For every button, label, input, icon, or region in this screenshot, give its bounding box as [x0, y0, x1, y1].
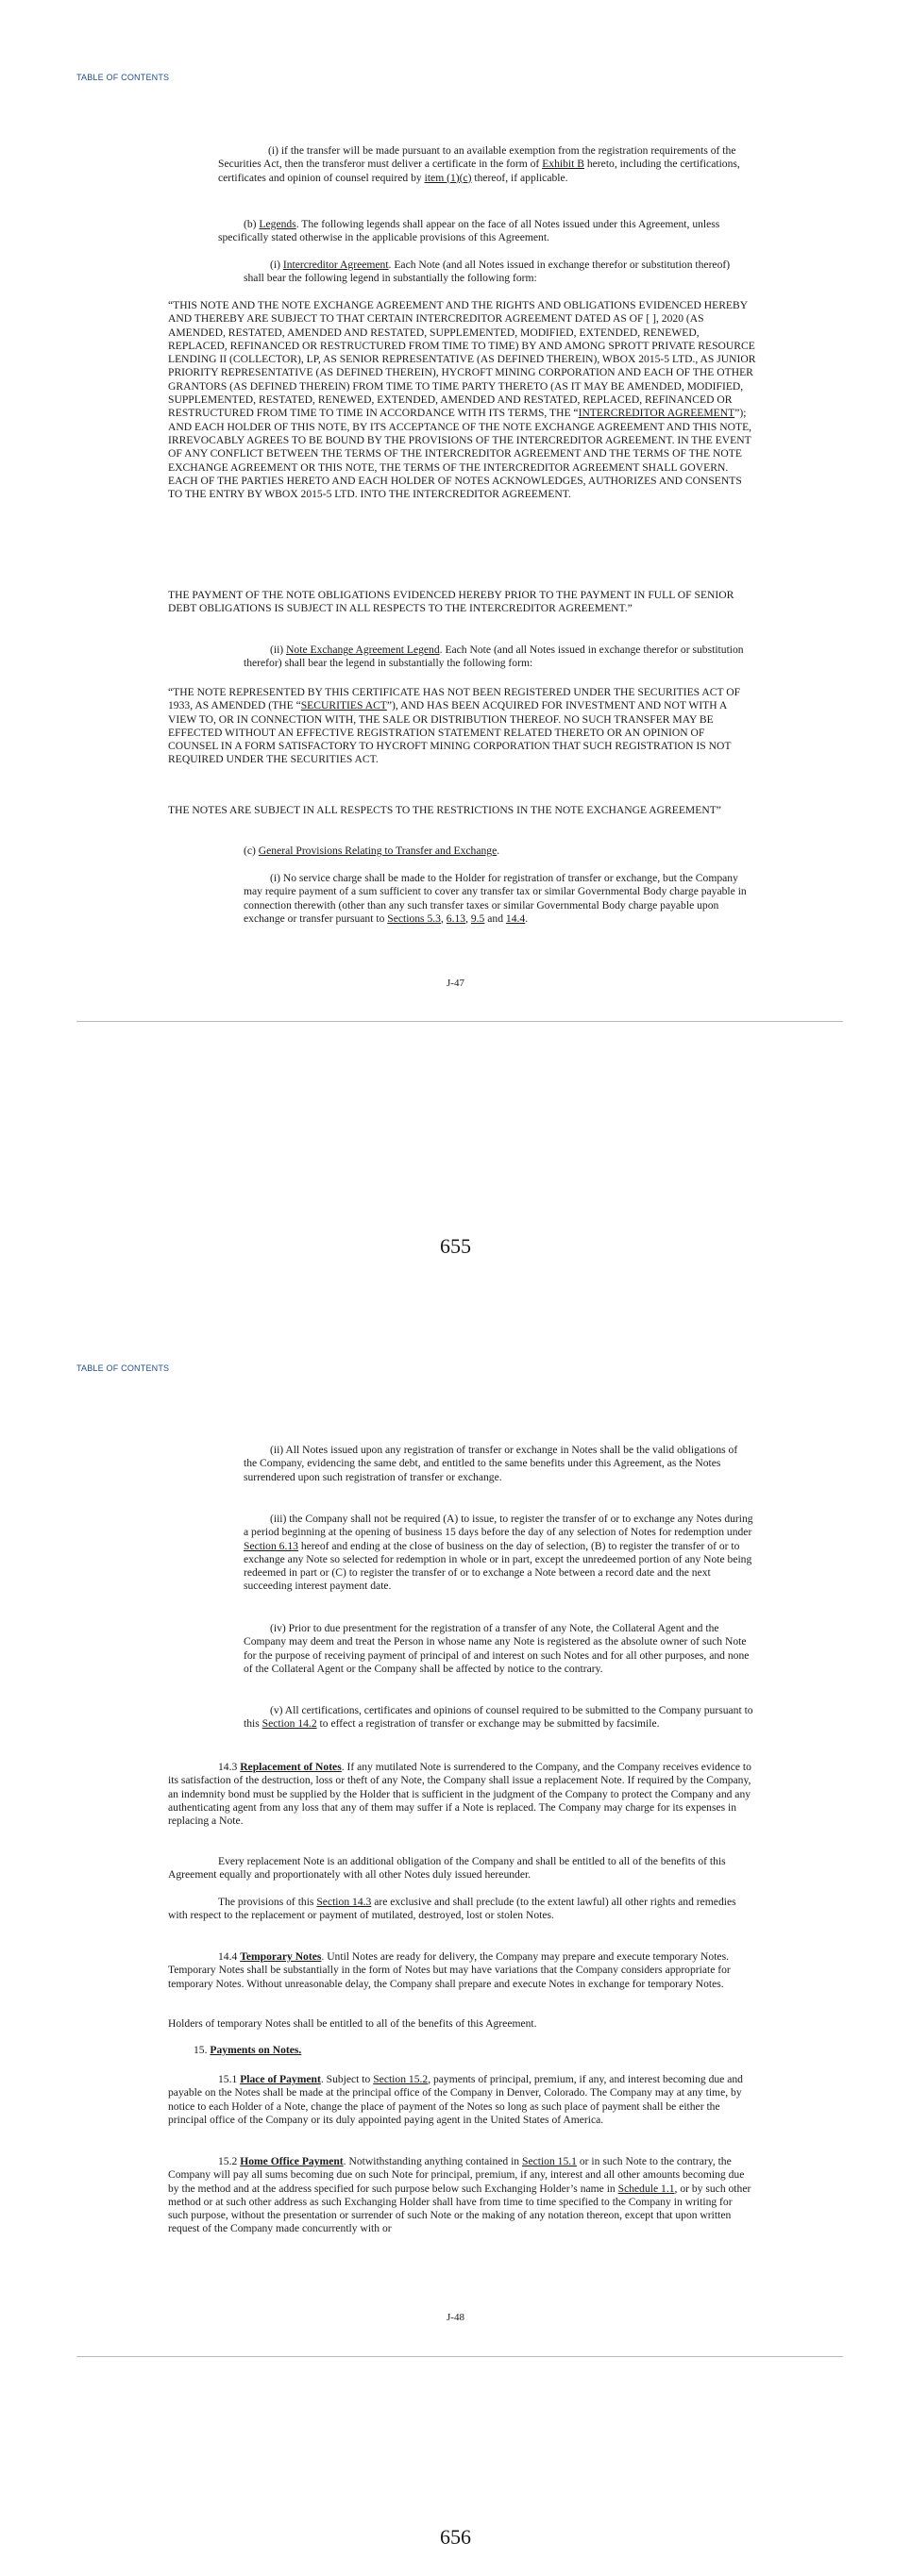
- paragraph-iv-due-presentment: (iv) Prior to due presentment for the registration of a transfer of any Note, the Collateral Agent and the Company may deem and treat the Person in whose name any Note is registered as the absolute owner of such Note for the purpose of receiving payment of principal of and interest on such Notes and for all other purposes, and none of the Collateral Agent or the Company shall be affected by notice to the contrary.: [244, 1622, 750, 1675]
- section-14-4-temporary-holders: Holders of temporary Notes shall be entitled to all of the benefits of this Agreement.: [168, 2017, 537, 2030]
- page-2-footer: J-48: [447, 2312, 464, 2323]
- securities-act-legend-text: “THE NOTE REPRESENTED BY THIS CERTIFICATE HAS NOT BEEN REGISTERED UNDER THE SECURITIES ACT OF 1933, AS AMENDED (THE “SECURITIES ACT”), AND HAS BEEN ACQUIRED FOR INVESTMENT AND NOT WITH A VIEW TO, OR IN CONNECTION WITH, THE SALE OR DISTRIBUTION THEREOF. NO SUCH TRANSFER MAY BE EFFECTED WITHOUT AN EFFECTIVE REGISTRATION STATEMENT RELATED THERETO OR AN OPINION OF COUNSEL IN A FORM SATISFACTORY TO HYCROFT MINING CORPORATION THAT SUCH REGISTRATION IS NOT REQUIRED UNDER THE SECURITIES ACT.: [168, 686, 741, 766]
- section-14-3-replacement-obligation: Every replacement Note is an additional obligation of the Company and shall be entitled to all of the benefits of this Agreement equally and proportionately with all other Notes duly issued hereunder.: [168, 1855, 726, 1882]
- schedule-1-1-link[interactable]: Schedule 1.1: [617, 2182, 675, 2195]
- section-14-4-link[interactable]: 14.4: [505, 912, 526, 925]
- table-of-contents-link[interactable]: TABLE OF CONTENTS: [76, 1363, 170, 1373]
- paragraph-ii-valid-obligations: (ii) All Notes issued upon any registration of transfer or exchange in Notes shall be the valid obligations of the Company, evidencing the same debt, and entitled to the same benefits under this Agreement, as the Notes surrendered upon such registration of transfer or exchange.: [244, 1444, 738, 1483]
- page-number-655: 655: [440, 1234, 471, 1258]
- section-14-3-replacement-of-notes: 14.3 Replacement of Notes. If any mutilated Note is surrendered to the Company, and the Company receives evidence to its satisfaction of the destruction, loss or theft of any Note, the Company shall issue a replacement Note. If required by the Company, an indemnity bond must be supplied by the Holder that is sufficient in the judgment of the Company to protect the Company and any authenticating agent from any loss that any of them may suffer if a Note is replaced. The Company may charge for its expenses in replacing a Note.: [168, 1761, 751, 1828]
- note-exchange-restrictions-legend: THE NOTES ARE SUBJECT IN ALL RESPECTS TO THE RESTRICTIONS IN THE NOTE EXCHANGE AGREEMENT”: [168, 804, 721, 816]
- section-15-2-home-office-payment: 15.2 Home Office Payment. Notwithstanding anything contained in Section 15.1 or in such Note to the contrary, the Company will pay all sums becoming due on such Note for principal, premium, if any, interest and all other amounts becoming due by the method and at the address specified for such purpose below such Exchanging Holder’s name in Schedule 1.1, or by such other method or at such other address as such Exchanging Holder shall have from time to time specified to the Company in writing for such purpose, without the presentation or surrender of such Note or the making of any notation thereon, except that upon written request of the Company made concurrently with or: [168, 2155, 751, 2235]
- section-6-13-link[interactable]: Section 6.13: [244, 1539, 298, 1552]
- paragraph-iii-no-registration: (iii) the Company shall not be required (A) to issue, to register the transfer of or to exchange any Notes during a period beginning at the opening of business 15 days before the day of any selection of Notes for redemption under Section 6.13 hereof and ending at the close of business on the day of selection, (B) to register the transfer of or to exchange any Note so selected for redemption in whole or in part, except the unredeemed portion of any Note being redeemed in part or (C) to register the transfer of or to exchange a Note between a record date and the next succeeding interest payment date.: [244, 1513, 753, 1593]
- intercreditor-legend-payment: THE PAYMENT OF THE NOTE OBLIGATIONS EVIDENCED HEREBY PRIOR TO THE PAYMENT IN FULL OF SENIOR DEBT OBLIGATIONS IS SUBJECT IN ALL RESPECTS TO THE INTERCREDITOR AGREEMENT.”: [168, 589, 734, 615]
- section-15-1-place-of-payment: 15.1 Place of Payment. Subject to Section 15.2, payments of principal, premium, if any, and interest becoming due and payable on the Notes shall be made at the principal office of the Company in Denver, Colorado. The Company may at any time, by notice to each Holder of a Note, change the place of payment of the Notes so long as such place of payment shall be either the principal office of the Company or its duly appointed paying agent in the United States of America.: [168, 2073, 743, 2126]
- page-1-footer: J-47: [447, 978, 464, 989]
- table-of-contents-link[interactable]: TABLE OF CONTENTS: [76, 73, 170, 82]
- paragraph-i-transfer-exemption: (i) if the transfer will be made pursuant to an available exemption from the registration requirements of the Securities Act, then the transferor must deliver a certificate in the form of Exhibit B hereto, including the certifications, certificates and opinion of counsel required by item (1)(c) thereof, if applicable.: [218, 144, 740, 184]
- section-5-3-link[interactable]: Sections 5.3: [387, 912, 441, 925]
- paragraph-c-general-provisions: (c) General Provisions Relating to Transfer and Exchange.: [244, 845, 500, 857]
- item-1c-link[interactable]: item (1)(c): [424, 171, 472, 184]
- intercreditor-legend-text: “THIS NOTE AND THE NOTE EXCHANGE AGREEMENT AND THE RIGHTS AND OBLIGATIONS EVIDENCED HEREBY AND THEREBY ARE SUBJECT TO THAT CERTAIN INTERCREDITOR AGREEMENT DATED AS OF [ ], 2020 (AS AMENDED, RESTATED, AMENDED AND RESTATED, SUPPLEMENTED, MODIFIED, EXTENDED, RENEWED, REPLACED, REFINANCED OR RESTRUCTURED FROM TIME TO TIME) BY AND AMONG SPROTT PRIVATE RESOURCE LENDING II (COLLECTOR), LP, AS SENIOR REPRESENTATIVE (AS DEFINED THEREIN), WBOX 2015-5 LTD., AS JUNIOR PRIORITY REPRESENTATIVE (AS DEFINED THEREIN), HYCROFT MINING CORPORATION AND EACH OF THE OTHER GRANTORS (AS DEFINED THEREIN) FROM TIME TO TIME PARTY THERETO (AS IT MAY BE AMENDED, MODIFIED, SUPPLEMENTED, RESTATED, RENEWED, EXTENDED, AMENDED AND RESTATED, REPLACED, REFINANCED OR RESTRUCTURED FROM TIME TO TIME IN ACCORDANCE WITH ITS TERMS, THE “INTERCREDITOR AGREEMENT”); AND EACH HOLDER OF THIS NOTE, BY ITS ACCEPTANCE OF THE NOTE EXCHANGE AGREEMENT AND THIS NOTE, IRREVOCABLY AGREES TO BE BOUND BY THE PROVISIONS OF THE INTERCREDITOR AGREEMENT. IN THE EVENT OF ANY CONFLICT BETWEEN THE TERMS OF THE INTERCREDITOR AGREEMENT AND THE TERMS OF THE NOTE EXCHANGE AGREEMENT OR THIS NOTE, THE TERMS OF THE INTERCREDITOR AGREEMENT SHALL GOVERN. EACH OF THE PARTIES HERETO AND EACH HOLDER OF NOTES ACKNOWLEDGES, AUTHORIZES AND CONSENTS TO THE ENTRY BY WBOX 2015-5 LTD. INTO THE INTERCREDITOR AGREEMENT.: [168, 299, 756, 501]
- section-15-heading: 15. Payments on Notes.: [194, 2044, 302, 2056]
- paragraph-b-legends: (b) Legends. The following legends shall appear on the face of all Notes issued under this Agreement, unless specifically stated otherwise in the applicable provisions of this Agreement.: [218, 218, 720, 244]
- section-14-3-link[interactable]: Section 14.3: [316, 1896, 372, 1908]
- exhibit-b-link[interactable]: Exhibit B: [542, 158, 584, 171]
- section-14-2-link[interactable]: Section 14.2: [261, 1717, 317, 1731]
- paragraph-c-i-service-charge: (i) No service charge shall be made to the Holder for registration of transfer or exchange, but the Company may require payment of a sum sufficient to cover any transfer tax or similar Governmental Body charge payable in connection therewith (other than any such transfer taxes or similar Governmental Body charge payable upon exchange or transfer pursuant to Sections 5.3, 6.13, 9.5 and 14.4.: [244, 872, 747, 925]
- section-14-3-exclusive-provisions: The provisions of this Section 14.3 are exclusive and shall preclude (to the extent lawful) all other rights and remedies with respect to the replacement or payment of mutilated, destroyed, lost or stolen Notes.: [168, 1896, 736, 1922]
- page-divider: [76, 2356, 843, 2357]
- section-14-4-temporary-notes: 14.4 Temporary Notes. Until Notes are ready for delivery, the Company may prepare and execute temporary Notes. Temporary Notes shall be substantially in the form of Notes but may have variations that the Company considers appropriate for temporary Notes. Without unreasonable delay, the Company shall prepare and execute Notes in exchange for temporary Notes.: [168, 1950, 731, 1990]
- paragraph-v-certifications: (v) All certifications, certificates and opinions of counsel required to be submitted to the Company pursuant to this Section 14.2 to effect a registration of transfer or exchange may be submitted by facsimile.: [244, 1704, 753, 1731]
- page-number-656: 656: [440, 2525, 471, 2549]
- section-15-2-link[interactable]: Section 15.2: [373, 2073, 429, 2085]
- section-15-1-link[interactable]: Section 15.1: [522, 2155, 577, 2167]
- paragraph-b-i-intercreditor: (i) Intercreditor Agreement. Each Note (and all Notes issued in exchange therefor or substitution thereof) shall bear the following legend in substantially the following form:: [244, 259, 731, 285]
- page-divider: [76, 1021, 843, 1022]
- paragraph-b-ii-note-exchange: (ii) Note Exchange Agreement Legend. Each Note (and all Notes issued in exchange therefor or substitution therefor) shall bear the legend in substantially the following form:: [244, 644, 744, 670]
- section-9-5-link[interactable]: 9.5: [470, 912, 485, 925]
- section-6-13-link[interactable]: 6.13: [446, 912, 466, 925]
